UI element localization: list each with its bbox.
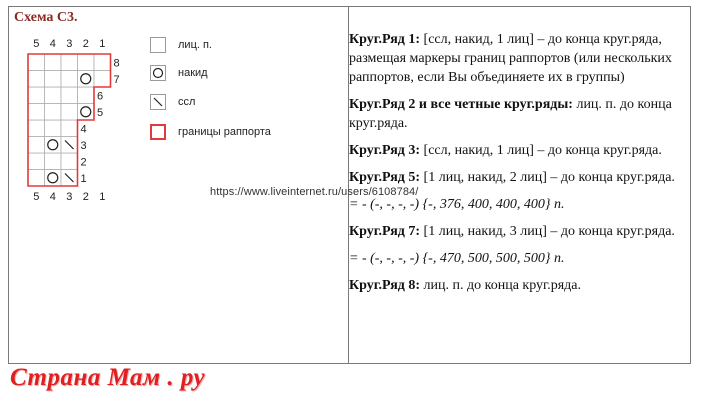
- chart-cell: [45, 87, 62, 104]
- column-number: 3: [66, 38, 73, 50]
- site-logo: Страна Мам . ру: [10, 364, 206, 391]
- stitch-count-row: = - (-, -, -, -) {-, 470, 500, 500, 500} п.: [349, 251, 565, 266]
- chart-cell: [45, 153, 62, 170]
- instruction-row: [349, 141, 684, 160]
- chart-cell: [28, 87, 45, 104]
- instruction-row-label: Круг.Ряд 3:: [349, 143, 421, 158]
- stitch-count-row: = - (-, -, -, -) {-, 376, 400, 400, 400} п.: [349, 197, 565, 212]
- column-number: 1: [99, 191, 106, 203]
- column-number: 5: [33, 191, 40, 203]
- chart-cell: [78, 87, 95, 104]
- column-number: 5: [33, 38, 40, 50]
- instruction-row: [349, 30, 684, 87]
- row-number: 4: [80, 123, 87, 136]
- row-number: 7: [113, 73, 120, 86]
- chart-cell: [45, 170, 62, 187]
- instruction-row-text: [1 лиц, накид, 3 лиц] – до конца круг.ряда.: [420, 224, 675, 239]
- instruction-row-label: Круг.Ряд 8:: [349, 278, 421, 293]
- legend-label: лиц. п.: [178, 39, 212, 51]
- chart-cell: [61, 71, 78, 88]
- column-number: 2: [82, 38, 89, 50]
- chart-cell: [28, 71, 45, 88]
- chart-cell: [78, 71, 95, 88]
- row-number: 8: [113, 57, 120, 70]
- chart-cell: [78, 104, 95, 121]
- instruction-row-label: Круг.Ряд 1:: [349, 32, 421, 47]
- row-number: 3: [80, 139, 87, 152]
- legend-item-ssk: [150, 92, 195, 112]
- chart-cell: [61, 54, 78, 71]
- chart-cell: [45, 54, 62, 71]
- instruction-row-text: лиц. п. до конца круг.ряда.: [349, 97, 672, 131]
- chart-cell: [28, 170, 45, 187]
- column-number: 1: [99, 38, 106, 50]
- chart-cell: [45, 71, 62, 88]
- chart-cell: [94, 71, 111, 88]
- instruction-row: [349, 249, 684, 268]
- chart-cell: [28, 120, 45, 137]
- legend-item-yarn-over: [150, 63, 208, 83]
- instruction-row: [349, 95, 684, 133]
- row-number: 6: [96, 90, 104, 103]
- chart-cell: [45, 137, 62, 154]
- chart-cell: [61, 120, 78, 137]
- row-number: 5: [96, 106, 104, 119]
- legend-label: ссл: [178, 96, 196, 108]
- instruction-row-label: Круг.Ряд 5:: [349, 170, 421, 185]
- legend-label: накид: [178, 67, 208, 79]
- chart-cell: [61, 104, 78, 121]
- chart-cell: [28, 104, 45, 121]
- legend-item-repeat-border: [150, 122, 271, 142]
- legend-label: границы раппорта: [178, 126, 271, 138]
- column-number: 4: [49, 38, 56, 50]
- row-number: 2: [80, 156, 87, 169]
- empty-square-icon: [150, 37, 166, 53]
- instruction-row-text: [ссл, накид, 1 лиц] – до конца круг.ряда, размещая маркеры границ раппортов (или нескольких раппортов, если Вы объединяете их в группы): [349, 32, 672, 85]
- chart-cell: [28, 153, 45, 170]
- instruction-row-label: Круг.Ряд 7:: [349, 224, 421, 239]
- instruction-row: [349, 195, 684, 214]
- legend-item-knit: [150, 35, 212, 55]
- row-number: 1: [80, 172, 87, 185]
- instruction-row-text: [1 лиц, накид, 2 лиц] – до конца круг.ряда.: [420, 170, 675, 185]
- watermark-url: https://www.liveinternet.ru/users/6108784/: [210, 186, 419, 198]
- column-number: 2: [82, 191, 89, 203]
- scheme-title: Схема С3.: [14, 10, 78, 25]
- chart-cell: [61, 153, 78, 170]
- circle-icon: [150, 65, 166, 81]
- instruction-row-text: лиц. п. до конца круг.ряда.: [420, 278, 581, 293]
- chart-cell: [45, 104, 62, 121]
- chart-cell: [28, 54, 45, 71]
- chart-cell: [94, 54, 111, 71]
- instruction-row-text: [ссл, накид, 1 лиц] – до конца круг.ряда.: [420, 143, 662, 158]
- slash-icon: [150, 94, 166, 110]
- instruction-row: [349, 168, 684, 187]
- instruction-row-label: Круг.Ряд 2 и все четные круг.ряды:: [349, 97, 573, 112]
- instruction-row: [349, 276, 684, 295]
- column-number: 3: [66, 191, 73, 203]
- chart-cell: [28, 137, 45, 154]
- chart-cell: [61, 87, 78, 104]
- instructions-column: [349, 30, 684, 303]
- instruction-row: [349, 222, 684, 241]
- chart-cell: [78, 54, 95, 71]
- column-number: 4: [49, 191, 56, 203]
- chart-cell: [45, 120, 62, 137]
- red-square-icon: [150, 124, 166, 140]
